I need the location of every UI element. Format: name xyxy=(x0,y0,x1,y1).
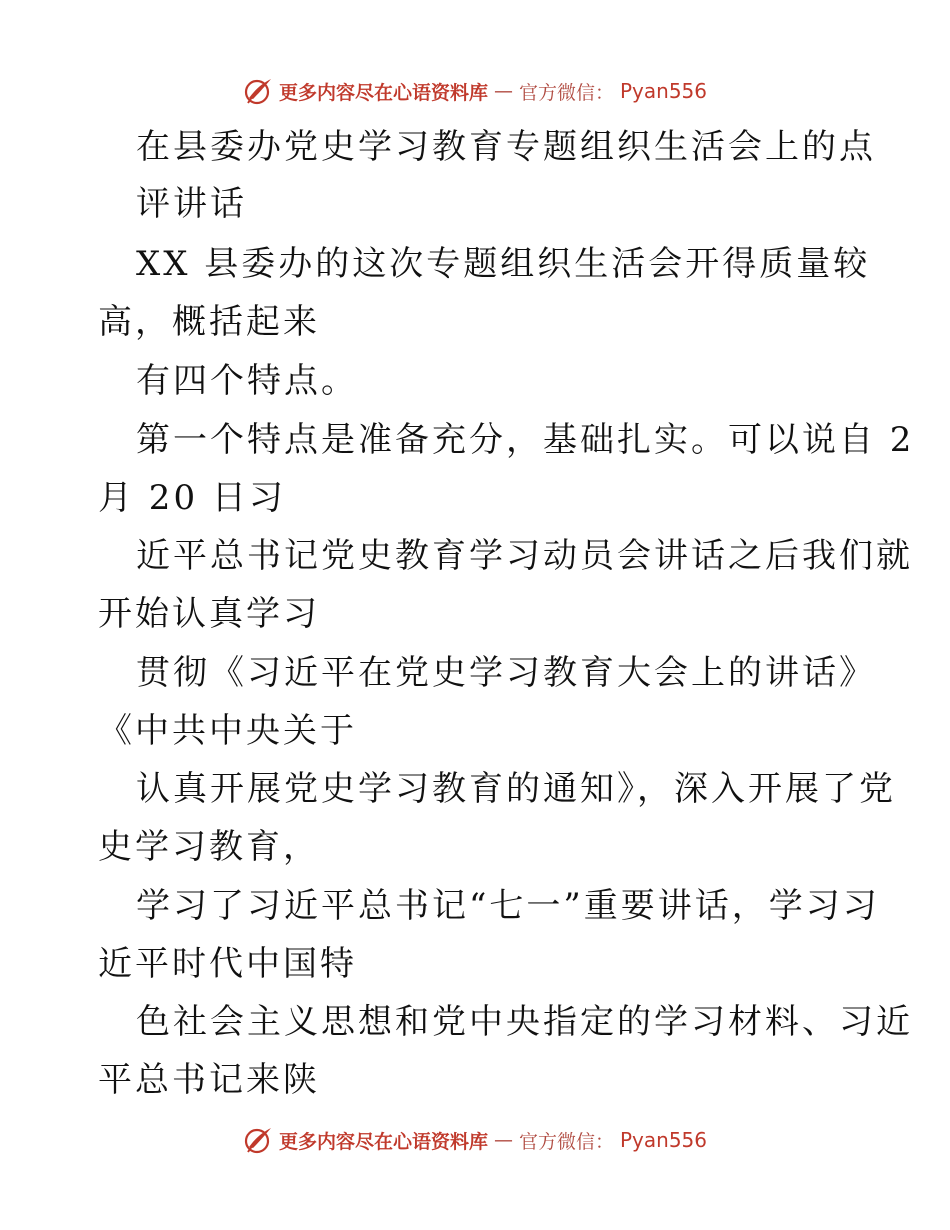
text-line: 近平时代中国特 xyxy=(98,944,357,984)
text-line: 贯彻《习近平在党史学习教育大会上的讲话》 xyxy=(136,653,876,693)
footer-banner xyxy=(0,1120,950,1160)
text-line: 学习了习近平总书记“七一”重要讲话，学习习 xyxy=(136,886,880,926)
text-line: 有四个特点。 xyxy=(136,361,358,401)
banner-wechat-label: 官方微信： xyxy=(518,81,614,104)
text-line: 第一个特点是准备充分，基础扎实。可以说自 2 xyxy=(136,420,915,460)
text-line: 史学习教育， xyxy=(98,827,320,867)
banner-site-text: 更多内容尽在心语资料库 xyxy=(278,1130,488,1153)
text-line: 开始认真学习 xyxy=(98,594,320,634)
banner-wechat-label: 官方微信： xyxy=(518,1130,614,1153)
text-line: 月 20 日习 xyxy=(98,478,286,518)
banner-site-text: 更多内容尽在心语资料库 xyxy=(278,81,488,104)
text-line: 近平总书记党史教育学习动员会讲话之后我们就 xyxy=(136,536,913,576)
text-line: 色社会主义思想和党中央指定的学习材料、习近 xyxy=(136,1002,913,1042)
banner-wechat-id: Pyan556 xyxy=(620,79,708,103)
quill-emblem-icon xyxy=(243,76,273,106)
text-line: 平总书记来陕 xyxy=(98,1060,320,1100)
banner-dash: — xyxy=(493,80,513,102)
text-line: 认真开展党史学习教育的通知》，深入开展了党 xyxy=(136,769,896,809)
banner-dash: — xyxy=(493,1129,513,1151)
text-line: 《中共中央关于 xyxy=(98,711,357,751)
header-banner xyxy=(0,71,950,111)
text-line: 在县委办党史学习教育专题组织生活会上的点 xyxy=(136,127,876,167)
text-line: XX 县委办的这次专题组织生活会开得质量较 xyxy=(136,244,871,284)
text-line: 高，概括起来 xyxy=(98,302,320,342)
text-line: 评讲话 xyxy=(136,184,247,224)
quill-emblem-icon xyxy=(243,1125,273,1155)
banner-wechat-id: Pyan556 xyxy=(620,1128,708,1152)
